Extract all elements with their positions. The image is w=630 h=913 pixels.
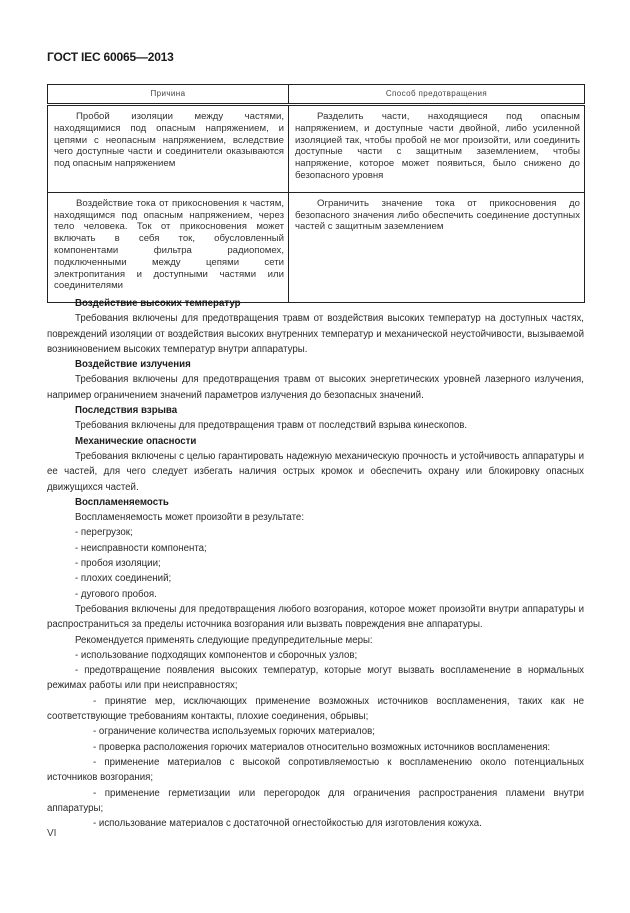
document-header: ГОСТ IEC 60065—2013 <box>47 50 174 64</box>
section-text-flammability: Требования включены для предотвращения любого возгорания, которое может произойти внутри аппаратуры и распространиться за пределы источника возгорания или вызвать повреждения вне аппаратуры. <box>47 603 584 631</box>
section-heading-radiation: Воздействие излучения <box>75 359 191 371</box>
column-header-cause: Причина <box>48 85 289 105</box>
list-item: - использование подходящих компонентов и сборочных узлов; <box>75 649 358 661</box>
list-item: - перегрузок; <box>75 527 133 539</box>
cause-cell <box>48 105 289 193</box>
table-header-row <box>48 85 585 105</box>
section-text-mechanical: Требования включены с целью гарантировать надежную механическую прочность и устойчивость аппаратуры и ее частей, для чего следует избегать наличия острых кромок и обеспечить охрану или блокировку опасных движущихся частей. <box>47 450 584 493</box>
hazard-table <box>47 84 585 303</box>
list-item: - проверка расположения горючих материалов относительно возможных источников воспламенения: <box>93 741 551 753</box>
list-item: - пробоя изоляции; <box>75 558 161 570</box>
section-text-high-temperature: Требования включены для предотвращения травм от воздействия высоких температур на доступных частях, повреждений изоляции от воздействия высоких внутренних температур и механической неустойчивости, вызываемой возникновением высоких температур внутри аппаратуры. <box>47 313 584 355</box>
list-item: - неисправности компонента; <box>75 542 207 554</box>
section-heading-implosion: Последствия взрыва <box>75 405 178 417</box>
measures-intro: Рекомендуется применять следующие предупредительные меры: <box>75 634 373 646</box>
table-row <box>48 105 585 193</box>
section-heading-high-temperature: Воздействие высоких температур <box>75 298 241 309</box>
cause-cell <box>48 192 289 302</box>
list-item: - применение герметизации или перегородок для ограничения распространения пламени внутри аппаратуры; <box>47 787 584 814</box>
section-text-implosion: Требования включены для предотвращения травм от последствий взрыва кинескопов. <box>75 420 468 432</box>
document-body <box>47 296 584 831</box>
table-row <box>48 192 585 302</box>
cause-text: Пробой изоляции между частями, находящимися под опасным напряжением, и цепями с неопасным напряжением, вследствие чего доступные части и соединители оказываются под опасным напряжением <box>54 111 284 170</box>
list-item: - плохих соединений; <box>75 573 172 585</box>
prevention-text: Ограничить значение тока от прикосновения до безопасного значения либо обеспечить соединение доступных частей с защитным заземлением <box>295 197 580 233</box>
prevention-cell <box>289 192 585 302</box>
cause-text: Воздействие тока от прикосновения к частям, находящимся под опасным напряжением, через тело человека. Ток от прикосновения может включать в себя ток, обусловленный компонентами фильтра радиопомех, подключенными между цепями сети электропитания и доступными частями или соединителями <box>54 197 284 292</box>
list-item: - ограничение количества используемых горючих материалов; <box>93 726 375 738</box>
list-item: - дугового пробоя. <box>75 588 157 600</box>
list-item: - использование материалов с достаточной огнестойкостью для изготовления кожуха. <box>93 818 482 830</box>
prevention-cell <box>289 105 585 193</box>
flammability-intro: Воспламеняемость может произойти в результате: <box>75 512 305 524</box>
section-heading-mechanical: Механические опасности <box>75 435 197 447</box>
section-heading-flammability: Воспламеняемость <box>75 496 169 508</box>
column-header-prevention: Способ предотвращения <box>289 85 585 105</box>
list-item: - предотвращение появления высоких температур, которые могут вызвать воспламенение в нормальных режимах работы или при неисправностях; <box>47 665 584 692</box>
section-text-radiation: Требования включены для предотвращения травм от высоких энергетических уровней лазерного излучения, например ограничением значений параметров излучения до безопасных значений. <box>47 374 584 401</box>
list-item: - применение материалов с высокой сопротивляемостью к воспламенению около потенциальных источников возгорания; <box>47 756 584 784</box>
page-number: VI <box>47 828 57 839</box>
list-item: - принятие мер, исключающих применение возможных источников воспламенения, таких как не соответствующие требованиям контакты, плохие соединения, обрывы; <box>47 695 584 723</box>
prevention-text: Разделить части, находящиеся под опасным напряжением, и доступные части двойной, либо усиленной изоляцией так, чтобы пробой не мог произойти, или соединить доступные части с защитным заземлением, чтобы напряжение, которое может появиться, было снижено до безопасного уровня <box>295 111 580 181</box>
